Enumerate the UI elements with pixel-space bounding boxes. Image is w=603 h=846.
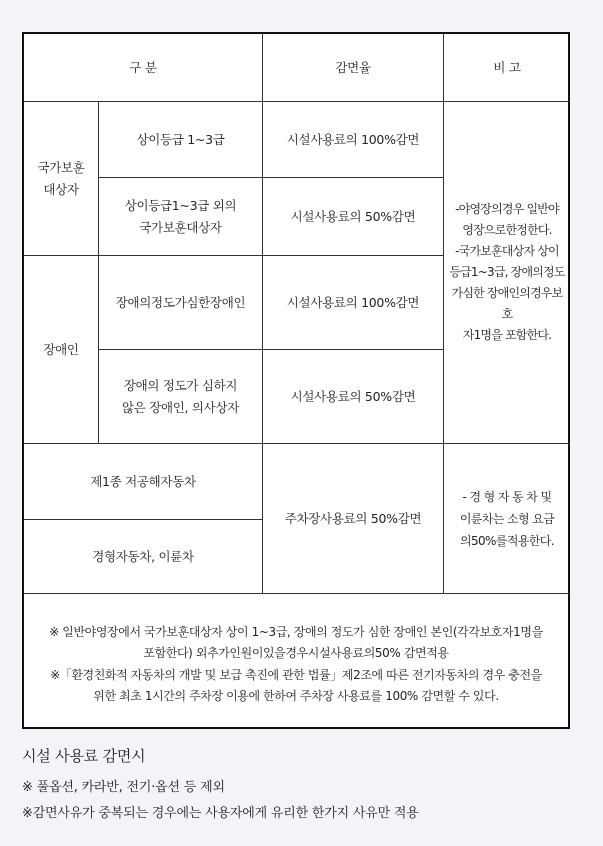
vehicle-rate: 주차장사용료의 50%감면	[284, 510, 422, 526]
table-row-sub: 상이등급1~3급 외의 국가보훈대상자	[124, 197, 237, 235]
disabled-group-label: 장애인	[43, 341, 79, 357]
table-row-sub: 장애의정도가심한장애인	[115, 294, 246, 310]
table-row-rate: 시설사용료의 100%감면	[286, 294, 420, 310]
footer-item: ※감면사유가 중복되는 경우에는 사용자에게 유리한 한가지 사유만 적용	[22, 806, 419, 821]
header-category: 구 분	[129, 59, 157, 75]
header-discount: 감면율	[335, 59, 371, 75]
header-remarks: 비 고	[493, 59, 521, 75]
notes-divider	[24, 593, 570, 594]
vehicle-row-compact: 경형자동차, 이륜차	[92, 548, 194, 564]
footer-item: ※ 풀옵션, 카라반, 전기·옵션 등 제외	[22, 780, 225, 795]
discount-table	[22, 32, 570, 729]
table-row-rate: 시설사용료의 50%감면	[290, 208, 416, 224]
table-row-rate: 시설사용료의 100%감면	[286, 131, 420, 147]
footer-title: 시설 사용료 감면시	[22, 747, 146, 765]
table-row-sub: 장애의 정도가 심하지 않은 장애인, 의사상자	[122, 377, 239, 415]
table-row-rate: 시설사용료의 50%감면	[290, 388, 416, 404]
remarks-bottom: - 경 형 자 동 차 및 이륜차는 소형 요금 의50%를적용한다.	[459, 489, 555, 548]
note-electric-vehicle: ※「환경친화적 자동차의 개발 및 보급 촉진에 관한 법률」제2조에 따른 전기자동차의 경우 충전을 위한 최초 1시간의 주차장 이용에 한하여 주차장 사용료를 100% 감면할 수 있다.	[50, 668, 542, 703]
table-row-sub: 상이등급 1~3급	[136, 131, 225, 147]
note-campground: ※ 일반야영장에서 국가보훈대상자 상이 1~3급, 장애의 정도가 심한 장애인 본인(각각보호자1명을 포함한다) 외추가인원이있을경우시설사용료의50% 감면적용	[49, 625, 543, 660]
remarks-top: -야영장의경우 일반야 영장으로한정한다. -국가보훈대상자 상이 등급1~3급, 장애의정도 가심한 장애인의경우보호 자1명을 포함한다.	[449, 202, 565, 342]
veterans-group-label: 국가보훈 대상자	[37, 159, 85, 197]
vehicle-row-low-emission: 제1종 저공해자동차	[90, 473, 196, 489]
